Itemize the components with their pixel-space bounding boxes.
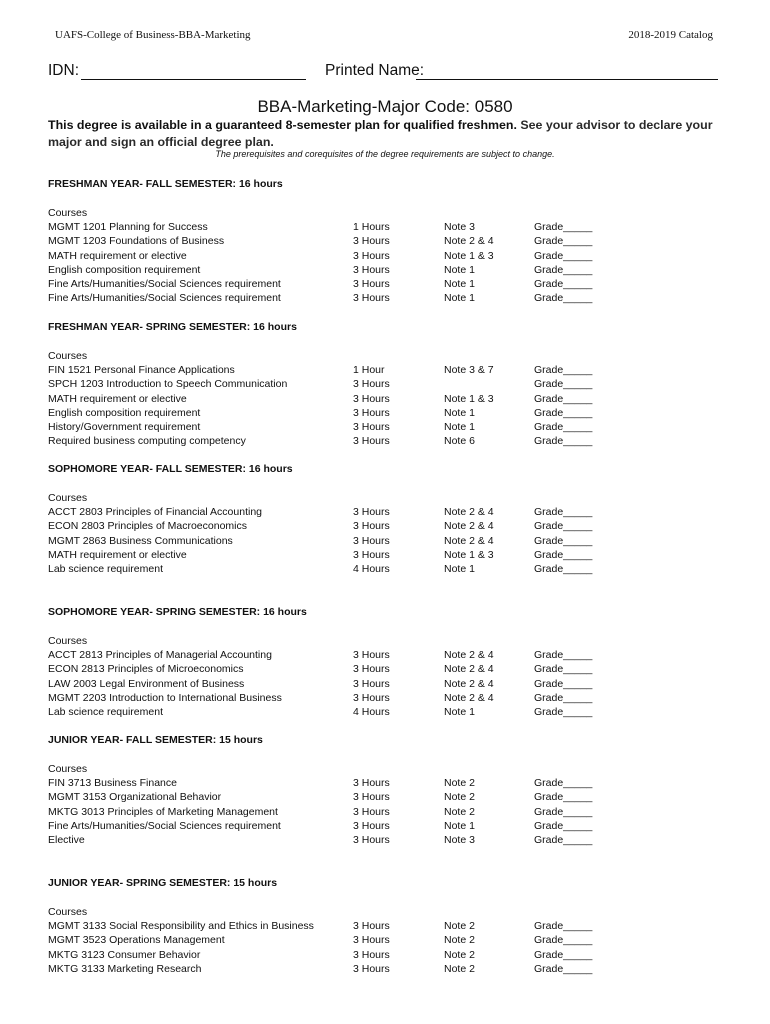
course-name: MGMT 3133 Social Responsibility and Ethics in Business — [48, 920, 314, 933]
course-grade[interactable]: Grade_____ — [534, 392, 593, 405]
intro-text — [48, 117, 728, 151]
course-name: MGMT 2863 Business Communications — [48, 534, 233, 547]
course-row — [48, 277, 728, 291]
course-hours: 3 Hours — [353, 392, 390, 405]
course-name: MGMT 1203 Foundations of Business — [48, 235, 225, 248]
course-row — [48, 220, 728, 234]
course-name: SPCH 1203 Introduction to Speech Communication — [48, 378, 288, 391]
course-note: Note 2 & 4 — [444, 506, 494, 519]
course-hours: 3 Hours — [353, 292, 390, 305]
course-name: FIN 3713 Business Finance — [48, 777, 177, 790]
course-note: Note 2 — [444, 791, 475, 804]
course-name: ECON 2813 Principles of Microeconomics — [48, 663, 244, 676]
semester-title: FRESHMAN YEAR- SPRING SEMESTER: 16 hours — [48, 321, 297, 333]
course-name: Lab science requirement — [48, 562, 163, 575]
courses-label: Courses — [48, 207, 88, 219]
course-grade[interactable]: Grade_____ — [534, 805, 593, 818]
course-row — [48, 548, 728, 562]
course-note: Note 2 & 4 — [444, 649, 494, 662]
course-grade[interactable]: Grade_____ — [534, 420, 593, 433]
course-hours: 3 Hours — [353, 406, 390, 419]
course-grade[interactable]: Grade_____ — [534, 920, 593, 933]
course-hours: 3 Hours — [353, 833, 390, 846]
course-grade[interactable]: Grade_____ — [534, 506, 593, 519]
course-name: MGMT 3523 Operations Management — [48, 934, 225, 947]
course-hours: 3 Hours — [353, 805, 390, 818]
course-name: ACCT 2813 Principles of Managerial Accounting — [48, 649, 272, 662]
course-name: MGMT 1201 Planning for Success — [48, 221, 208, 234]
course-grade[interactable]: Grade_____ — [534, 934, 593, 947]
course-hours: 3 Hours — [353, 777, 390, 790]
course-name: Required business computing competency — [48, 435, 246, 448]
idn-field[interactable] — [81, 79, 306, 80]
course-grade[interactable]: Grade_____ — [534, 292, 593, 305]
course-name: ECON 2803 Principles of Macroeconomics — [48, 520, 247, 533]
course-name: History/Government requirement — [48, 420, 201, 433]
course-note: Note 6 — [444, 435, 475, 448]
semester-block — [48, 320, 728, 448]
course-row — [48, 534, 728, 548]
course-grade[interactable]: Grade_____ — [534, 364, 593, 377]
course-name: MKTG 3013 Principles of Marketing Management — [48, 805, 278, 818]
printed-name-label: Printed Name: — [325, 62, 425, 79]
prereq-note: The prerequisites and corequisites of the degree requirements are subject to change. — [215, 149, 555, 159]
course-hours: 3 Hours — [353, 435, 390, 448]
course-grade[interactable]: Grade_____ — [534, 663, 593, 676]
courses-label: Courses — [48, 350, 88, 362]
course-hours: 3 Hours — [353, 691, 390, 704]
course-grade[interactable]: Grade_____ — [534, 378, 593, 391]
printed-name-field[interactable] — [416, 79, 718, 80]
course-grade[interactable]: Grade_____ — [534, 534, 593, 547]
course-row — [48, 819, 728, 833]
course-note: Note 1 — [444, 277, 475, 290]
course-note: Note 2 — [444, 934, 475, 947]
course-grade[interactable]: Grade_____ — [534, 819, 593, 832]
course-note: Note 2 — [444, 805, 475, 818]
course-note: Note 2 — [444, 920, 475, 933]
course-name: LAW 2003 Legal Environment of Business — [48, 677, 245, 690]
semester-title: SOPHOMORE YEAR- FALL SEMESTER: 16 hours — [48, 463, 293, 475]
course-name: English composition requirement — [48, 406, 201, 419]
course-name: MKTG 3133 Marketing Research — [48, 962, 202, 975]
course-row — [48, 562, 728, 576]
course-note: Note 1 — [444, 263, 475, 276]
course-grade[interactable]: Grade_____ — [534, 277, 593, 290]
intro-part1: This degree is available in a guaranteed 8-semester plan for qualified freshmen. — [48, 118, 517, 132]
course-note: Note 2 & 4 — [444, 663, 494, 676]
course-grade[interactable]: Grade_____ — [534, 249, 593, 262]
course-grade[interactable]: Grade_____ — [534, 649, 593, 662]
course-row — [48, 648, 728, 662]
semester-block — [48, 462, 728, 576]
semester-title: SOPHOMORE YEAR- SPRING SEMESTER: 16 hours — [48, 606, 307, 618]
course-note: Note 2 & 4 — [444, 691, 494, 704]
course-note: Note 3 — [444, 221, 475, 234]
course-note: Note 1 & 3 — [444, 548, 494, 561]
course-note: Note 2 — [444, 777, 475, 790]
semester-title: JUNIOR YEAR- SPRING SEMESTER: 15 hours — [48, 877, 278, 889]
course-grade[interactable]: Grade_____ — [534, 435, 593, 448]
course-note: Note 1 — [444, 705, 475, 718]
course-hours: 3 Hours — [353, 277, 390, 290]
course-note: Note 1 — [444, 292, 475, 305]
idn-label: IDN: — [48, 62, 79, 79]
course-hours: 3 Hours — [353, 378, 390, 391]
course-note: Note 1 — [444, 819, 475, 832]
course-row — [48, 434, 728, 448]
course-row — [48, 691, 728, 705]
course-row — [48, 805, 728, 819]
course-grade[interactable]: Grade_____ — [534, 691, 593, 704]
course-row — [48, 948, 728, 962]
semester-title: JUNIOR YEAR- FALL SEMESTER: 15 hours — [48, 734, 263, 746]
course-note: Note 2 & 4 — [444, 534, 494, 547]
semester-block — [48, 177, 728, 305]
page-title: BBA-Marketing-Major Code: 0580 — [257, 97, 513, 116]
course-grade[interactable]: Grade_____ — [534, 520, 593, 533]
header-program: UAFS-College of Business-BBA-Marketing — [55, 29, 251, 41]
course-hours: 1 Hour — [353, 364, 385, 377]
course-note: Note 2 — [444, 948, 475, 961]
course-hours: 3 Hours — [353, 506, 390, 519]
course-hours: 3 Hours — [353, 520, 390, 533]
course-grade[interactable]: Grade_____ — [534, 221, 593, 234]
course-hours: 3 Hours — [353, 934, 390, 947]
semester-block — [48, 876, 728, 976]
course-name: FIN 1521 Personal Finance Applications — [48, 364, 235, 377]
course-row — [48, 377, 728, 391]
course-note: Note 2 & 4 — [444, 677, 494, 690]
course-hours: 3 Hours — [353, 819, 390, 832]
header-catalog-year: 2018-2019 Catalog — [628, 29, 713, 41]
course-hours: 3 Hours — [353, 420, 390, 433]
course-grade[interactable]: Grade_____ — [534, 548, 593, 561]
course-hours: 3 Hours — [353, 249, 390, 262]
course-hours: 3 Hours — [353, 534, 390, 547]
course-row — [48, 662, 728, 676]
course-name: Fine Arts/Humanities/Social Sciences requirement — [48, 292, 281, 305]
course-name: MGMT 3153 Organizational Behavior — [48, 791, 222, 804]
course-row — [48, 291, 728, 305]
course-row — [48, 363, 728, 377]
course-row — [48, 919, 728, 933]
course-grade[interactable]: Grade_____ — [534, 562, 593, 575]
course-note: Note 1 — [444, 420, 475, 433]
course-hours: 3 Hours — [353, 548, 390, 561]
course-hours: 3 Hours — [353, 235, 390, 248]
course-name: MATH requirement or elective — [48, 392, 187, 405]
course-row — [48, 833, 728, 847]
semester-title: FRESHMAN YEAR- FALL SEMESTER: 16 hours — [48, 178, 283, 190]
course-name: MKTG 3123 Consumer Behavior — [48, 948, 201, 961]
course-name: MGMT 2203 Introduction to International Business — [48, 691, 282, 704]
course-row — [48, 392, 728, 406]
course-note: Note 1 — [444, 406, 475, 419]
course-note: Note 2 — [444, 962, 475, 975]
course-grade[interactable]: Grade_____ — [534, 833, 593, 846]
course-hours: 4 Hours — [353, 562, 390, 575]
course-hours: 3 Hours — [353, 649, 390, 662]
course-row — [48, 933, 728, 947]
course-note: Note 1 & 3 — [444, 392, 494, 405]
course-grade[interactable]: Grade_____ — [534, 777, 593, 790]
course-note: Note 1 & 3 — [444, 249, 494, 262]
course-name: Elective — [48, 833, 85, 846]
course-note: Note 2 & 4 — [444, 520, 494, 533]
courses-label: Courses — [48, 763, 88, 775]
courses-label: Courses — [48, 906, 88, 918]
course-hours: 3 Hours — [353, 920, 390, 933]
course-name: Lab science requirement — [48, 705, 163, 718]
course-grade[interactable]: Grade_____ — [534, 948, 593, 961]
course-name: Fine Arts/Humanities/Social Sciences requirement — [48, 277, 281, 290]
course-hours: 3 Hours — [353, 263, 390, 276]
course-row — [48, 776, 728, 790]
intro-part2: See your advisor to declare your major and sign an official degree plan. — [48, 118, 713, 149]
course-grade[interactable]: Grade_____ — [534, 962, 593, 975]
course-note: Note 3 & 7 — [444, 364, 494, 377]
course-hours: 3 Hours — [353, 962, 390, 975]
course-hours: 3 Hours — [353, 663, 390, 676]
course-note: Note 1 — [444, 562, 475, 575]
course-name: MATH requirement or elective — [48, 548, 187, 561]
course-row — [48, 790, 728, 804]
course-grade[interactable]: Grade_____ — [534, 705, 593, 718]
course-name: English composition requirement — [48, 263, 201, 276]
course-row — [48, 420, 728, 434]
course-name: MATH requirement or elective — [48, 249, 187, 262]
course-row — [48, 234, 728, 248]
course-hours: 4 Hours — [353, 705, 390, 718]
courses-label: Courses — [48, 492, 88, 504]
course-grade[interactable]: Grade_____ — [534, 791, 593, 804]
course-row — [48, 263, 728, 277]
courses-label: Courses — [48, 635, 88, 647]
course-row — [48, 505, 728, 519]
course-row — [48, 677, 728, 691]
course-hours: 3 Hours — [353, 791, 390, 804]
course-grade[interactable]: Grade_____ — [534, 677, 593, 690]
course-row — [48, 406, 728, 420]
course-hours: 3 Hours — [353, 677, 390, 690]
course-name: ACCT 2803 Principles of Financial Accounting — [48, 506, 263, 519]
course-row — [48, 962, 728, 976]
course-name: Fine Arts/Humanities/Social Sciences requirement — [48, 819, 281, 832]
course-row — [48, 705, 728, 719]
semester-block — [48, 605, 728, 719]
course-note: Note 3 — [444, 833, 475, 846]
course-hours: 1 Hours — [353, 221, 390, 234]
semester-block — [48, 733, 728, 847]
course-grade[interactable]: Grade_____ — [534, 263, 593, 276]
course-grade[interactable]: Grade_____ — [534, 235, 593, 248]
course-row — [48, 519, 728, 533]
course-hours: 3 Hours — [353, 948, 390, 961]
course-row — [48, 249, 728, 263]
course-note: Note 2 & 4 — [444, 235, 494, 248]
course-grade[interactable]: Grade_____ — [534, 406, 593, 419]
